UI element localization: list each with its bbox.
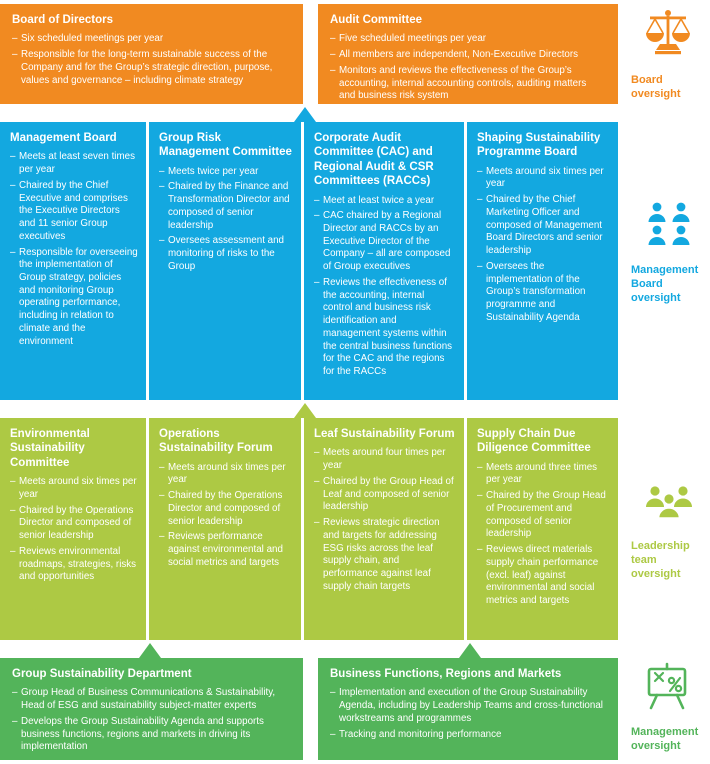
environmental-sustainability-committee-box: [0, 418, 146, 640]
bullet-list: [159, 166, 293, 274]
bullet-item: – CAC chaired by a Regional Director and RACCs by an Executive Director of the Company – all are composed of Group executives: [314, 210, 456, 274]
business-functions-regions-markets-box: [318, 658, 618, 760]
box-title: Audit Committee: [330, 14, 422, 26]
management-oversight-legend: [628, 662, 708, 754]
bullet-item: – Reviews the effectiveness of the accounting, internal control and business risk identification and management systems within the central business functions for the CAC and the regions for the RACCs: [314, 277, 456, 379]
bullet-item: – Implementation and execution of the Group Sustainability Agenda, including by Leadership Teams and cross-functional workstreams and programmes: [330, 687, 604, 725]
bullet-item: – Oversees the implementation of the Group’s transformation programme and Sustainability Agenda: [477, 261, 610, 325]
bullet-item: – Meets at least seven times per year: [10, 151, 138, 176]
management-board-box: [0, 122, 146, 400]
bullet-item: – Meets around six times per year: [477, 166, 610, 191]
box-title: Group Sustainability Department: [12, 668, 192, 680]
box-title: Board of Directors: [12, 14, 113, 26]
bullet-list: [314, 195, 456, 379]
group-risk-management-committee-box: [149, 122, 301, 400]
bullet-item: – Meets around six times per year: [10, 476, 138, 501]
oversight-label: Management Board oversight: [631, 264, 699, 304]
group-sustainability-department-box: [0, 658, 303, 760]
up-arrow: [294, 107, 316, 122]
bullet-item: – Chaired by the Finance and Transformation Director and composed of senior leadership: [159, 181, 293, 232]
oversight-label: Board oversight: [631, 74, 681, 100]
up-arrow: [459, 643, 481, 658]
bullet-item: – Group Head of Business Communications & Sustainability, Head of ESG and sustainability subject-matter experts: [12, 687, 289, 712]
bullet-item: – Monitors and reviews the effectiveness of the Group’s accounting, internal accounting controls, auditing matters and business risk system: [330, 65, 604, 103]
bullet-item: – Reviews environmental roadmaps, strategies, risks and opportunities: [10, 546, 138, 584]
bullet-list: [477, 462, 610, 608]
bullet-item: – Develops the Group Sustainability Agenda and supports business functions, regions and markets in driving its implementation: [12, 716, 289, 754]
audit-committee-box: [318, 4, 618, 104]
up-arrow: [294, 403, 316, 418]
box-title: Group Risk Management Committee: [159, 132, 292, 159]
bullet-item: – Reviews direct materials supply chain performance (excl. leaf) against environmental and social metrics and targets: [477, 544, 610, 608]
bullet-item: – Responsible for the long-term sustainable success of the Company and for the Group’s strategic direction, purpose, values and governance – including climate strategy: [12, 49, 289, 87]
box-title: Corporate Audit Committee (CAC) and Regional Audit & CSR Committees (RACCs): [314, 132, 434, 188]
bullet-list: [10, 476, 138, 584]
leadership-team-oversight-legend: [628, 482, 708, 581]
bullet-list: [10, 151, 138, 348]
oversight-label: Leadership team oversight: [631, 540, 690, 580]
oversight-label: Management oversight: [631, 726, 699, 752]
bullet-item: – Chaired by the Operations Director and composed of senior leadership: [10, 505, 138, 543]
leaf-sustainability-forum-box: [304, 418, 464, 640]
bullet-list: [12, 687, 289, 754]
bullet-item: – Meets around three times per year: [477, 462, 610, 487]
operations-sustainability-forum-box: [149, 418, 301, 640]
box-title: Supply Chain Due Diligence Committee: [477, 428, 591, 455]
bullet-item: – Meets twice per year: [159, 166, 293, 179]
bullet-list: [330, 687, 604, 741]
bullet-item: – Meet at least twice a year: [314, 195, 456, 208]
bullet-item: – Meets around six times per year: [159, 462, 293, 487]
bullet-list: [159, 462, 293, 570]
bullet-item: – Chaired by the Group Head of Procurement and composed of senior leadership: [477, 490, 610, 541]
supply-chain-due-diligence-committee-box: [467, 418, 618, 640]
bullet-item: – Chaired by the Chief Executive and comprises the Executive Directors and 11 senior Group executives: [10, 180, 138, 244]
box-title: Shaping Sustainability Programme Board: [477, 132, 601, 159]
bullet-item: – All members are independent, Non-Executive Directors: [330, 49, 604, 62]
box-title: Leaf Sustainability Forum: [314, 428, 455, 440]
bullet-item: – Chaired by the Chief Marketing Officer and composed of Management Board Directors and senior leadership: [477, 194, 610, 258]
presentation-board-icon: [642, 662, 708, 717]
bullet-list: [477, 166, 610, 325]
up-arrow: [139, 643, 161, 658]
scales-icon: [642, 6, 708, 65]
corporate-audit-committee-box: [304, 122, 464, 400]
board-of-directors-box: [0, 4, 303, 104]
bullet-list: [314, 447, 456, 593]
box-title: Operations Sustainability Forum: [159, 428, 273, 455]
box-title: Environmental Sustainability Committee: [10, 428, 90, 469]
bullet-item: – Responsible for overseeing the implementation of Group strategy, policies and monitoring Group operating performance, including in relation to climate and the environment: [10, 247, 138, 349]
bullet-item: – Chaired by the Group Head of Leaf and composed of senior leadership: [314, 476, 456, 514]
management-board-oversight-legend: [628, 200, 708, 305]
bullet-item: – Reviews performance against environmental and social metrics and targets: [159, 531, 293, 569]
bullet-item: – Oversees assessment and monitoring of risks to the Group: [159, 235, 293, 273]
people-grid-icon: [642, 200, 708, 255]
bullet-item: – Reviews strategic direction and targets for addressing ESG risks across the leaf supply chain, and performance against leaf supply chain targets: [314, 517, 456, 593]
bullet-item: – Tracking and monitoring performance: [330, 729, 604, 742]
bullet-list: [12, 33, 289, 87]
shaping-sustainability-programme-board-box: [467, 122, 618, 400]
bullet-item: – Five scheduled meetings per year: [330, 33, 604, 46]
box-title: Management Board: [10, 132, 117, 144]
team-icon: [642, 482, 708, 531]
bullet-list: [330, 33, 604, 103]
bullet-item: – Chaired by the Operations Director and composed of senior leadership: [159, 490, 293, 528]
bullet-item: – Six scheduled meetings per year: [12, 33, 289, 46]
box-title: Business Functions, Regions and Markets: [330, 668, 562, 680]
bullet-item: – Meets around four times per year: [314, 447, 456, 472]
board-oversight-legend: [628, 6, 708, 102]
